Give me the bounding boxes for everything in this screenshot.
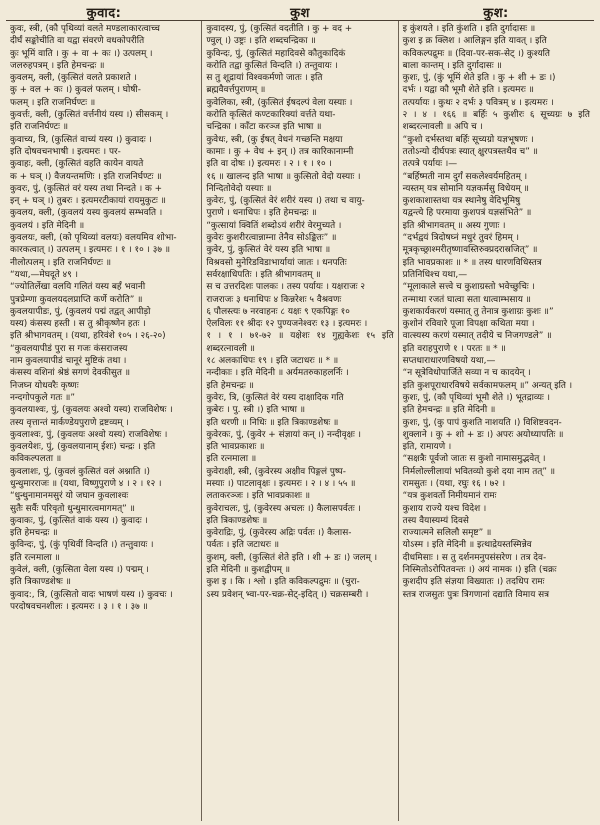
text-line: योऽस्म । इति मेदिनी ॥ इत्थाद्रेयस्तस्मिन्नेव	[402, 540, 532, 551]
text-line: न्यस्तम् यत्र सोमानि यज्ञकर्मसु विधेयम् ॥	[402, 183, 529, 194]
text-line: लताकरञ्जः । इति भावप्रकाशः ॥	[206, 491, 311, 502]
text-line: कुशोनं रविवारे पूजा विपक्षा कथिता मया ।	[402, 319, 535, 330]
text-line: करोति कृत्सितं कण्टकारिक्यां वर्त्तते यथा-	[206, 110, 336, 121]
text-line: कुशदीप इति संज्ञया विख्यातः ।) तदधिप रामः	[402, 577, 545, 588]
text-line: स तु शूद्रायां विश्वकर्मणो जातः । इति	[206, 73, 323, 84]
text-line: यद्वन्त्ये हि परमाया कुशपत्रं यज्ञसंभिते” ॥	[402, 208, 532, 219]
text-line: बाला कान्तम् । इति दुर्गादासः ॥	[402, 60, 502, 71]
column-left	[6, 21, 201, 821]
text-line: कुवेधः, स्त्री, (कु ईषत् वेधनं गच्छन्ति मक्षया	[206, 134, 343, 145]
text-line: “यथा,—मेघदूते ४९ ।	[10, 269, 78, 280]
text-line: कुवरः, पुं, (कुत्सितं वरं यस्य तथा निन्दते । क +	[10, 183, 163, 194]
text-line: कविकल्पद्रुमः ॥ (दिवा-पर-सक-सेट् ।) कुश्यति	[402, 48, 550, 59]
text-line: नीलोत्पलम् । इति राजनिर्घण्टः ॥	[10, 257, 112, 268]
text-line: कुवलयेशः, पुं, (कुवलयानाम् ईशः) चन्द्रः । इति	[10, 442, 156, 453]
text-line: इति हेमचन्द्रः ॥	[10, 528, 58, 539]
text-line: नाम कुवलयापीडं चानूरं मुष्टिकं तथा ।	[10, 356, 127, 367]
text-line: कुशः, पुं, (कौ पृथिव्यां भूमौ शेते ।) भूतद्राव्यः ।	[402, 392, 551, 403]
text-line: १ । १ । ७१-७२ ॥ यक्षेशः १४ गुह्यकेशः १५ इति शब्दरत्नावली ॥	[206, 331, 394, 354]
text-line: नन्दगोपकुले गतः ॥”	[10, 392, 75, 403]
text-line: ण्वुल् ।) उष्ट्रः । इति शब्दचन्द्रिका ॥	[206, 36, 316, 47]
text-line: कुवलयापीडः, पुं, (कुवलयं पद्मं तद्वत् आपीड़ो	[10, 306, 151, 317]
text-line: “यत्र कुशवर्तो निमीयमानं रामः	[402, 491, 497, 502]
text-line: राजराजः ३ धनाधिपः ४ किन्नरेशः ५ वैश्रवणः	[206, 294, 342, 305]
text-line: तन्माथा रजतं घात्वा सता धात्वाम्भसाय ॥	[402, 294, 531, 305]
text-line: “कुत्सायां क्वितिं शब्दोऽयं शरीरं वेरमुच्यते ।	[206, 220, 342, 231]
text-line: ६ पौलस्त्यः ७ नरवाहनः ८ यक्षः ९ एकपिङ्गः १०	[206, 306, 350, 317]
text-line: इति त्रिकाण्डशेषः ॥	[206, 515, 268, 526]
text-line: ऽस्य प्रवेशन् भ्वा-पर-चक्र-सेट्-इदित् ।) चक्रसम्बरी ।	[206, 589, 369, 600]
text-line: इति रत्नमाला ॥	[10, 552, 60, 563]
text-line: इ कुंशयते । इति कुंशति । इति दुर्गादासः ॥	[402, 24, 536, 34]
text-line: निजघ्न योधवरैः कृष्णः	[10, 380, 79, 391]
text-line: इति धरणी ॥ निधिः ॥ इति त्रिकाण्डशेषः ॥	[206, 417, 339, 428]
text-line: “कुवलयापीडं पुरा स गजः कंसराजस्य	[10, 343, 128, 354]
text-line: सर्वरक्षाधिपतिः । इति श्रीभागवतम् ॥	[206, 269, 321, 280]
text-line: कुवाकः, पुं, (कुत्सितं वाकं यस्य ।) कुवादः ।	[10, 515, 148, 526]
text-line: वात्स्यस्य करणं यस्मात् तदीये च निजगण्डले” ॥	[402, 331, 552, 342]
text-line: कुवलयाश्वः, पुं, (कुवलयः अश्वो यस्य) राजविशेषः ।	[10, 405, 173, 416]
text-line: कुश इ । कि । श्लो । इति कविकल्पद्रुमः ॥ (चुरा-	[206, 577, 360, 588]
text-line: निर्मलोल्लीलायां भवितव्यो कुशे दया नाम तत्” ॥	[402, 466, 556, 477]
text-line: कुश इ क्र क्लिश । आलिङ्गन इति यावत् । इति	[402, 36, 547, 47]
text-line: पर्वतः । इति जटाधरः ॥	[206, 540, 280, 551]
text-line: इति, रामायणे ।	[402, 442, 452, 453]
text-line: कुवेरः, त्रि, (कुत्सितं वेरं यस्य दाक्षादिक गति	[206, 392, 344, 403]
text-line: कुशकाशास्तथा यत्र स्थानेषु वेदिभूमिषु	[402, 196, 521, 207]
text-line: निस्मितोऽरोपितवन्तः ।) अयं नामक ।) इति (चक्रः	[402, 565, 557, 576]
text-line: कुवलम्, क्ली, (कुत्सितं वलते प्रकाशते ।	[10, 73, 137, 84]
text-line: कुविन्दः, पुं, (कुत्सितं महादिवसे कौतुकादिकं	[206, 48, 346, 59]
text-line: दीधमिसाः । स तु दर्शनमनुपसंसरेण । तत्र देव-	[402, 552, 547, 563]
text-line: इति श्रीभागवतम् ॥ अस्य गुणाः ।	[402, 220, 506, 231]
text-line: कुबेरः । पु. स्त्री ।) इति भाषा ॥	[206, 405, 306, 416]
text-line: मस्याः ।) पाटलावृक्षः । इत्यमरः । २ । ४ । ५५ ॥	[206, 478, 356, 489]
text-line: कुवलाश्वः, पुं, (कुवलयः अश्वो यस्य) राजविशेषः ।	[10, 429, 168, 440]
text-line: क + घञ् ।) वैजयन्तमणिः । इति राजनिर्घण्टः ॥	[10, 171, 162, 182]
text-line: सप्तधाराधारणविषयो यथा,—	[402, 356, 496, 367]
text-line: कुवेराचलः, पुं, (कुवेरस्य अचलः ।) कैलासपर्वतः ।	[206, 503, 361, 514]
text-line: कुशः, पुं, (कुं भूमिं शेते इति । कु + शी + डः ।)	[402, 73, 556, 84]
text-line: यस्य) कंसस्य हस्ती । स तु श्रीकृष्णेन हतः ।	[10, 319, 146, 330]
text-line: परदोषवचनशीलः । इत्यमरः । ३ । १ । ३७ ॥	[10, 601, 148, 612]
text-line: “सक्षत्रैः पूर्वजो जातः स कुशो नामासमुद्भवेत् ।	[402, 454, 546, 465]
text-line: १८ अलकाधिपः १९ । इति जटाधरः ॥ * ॥	[206, 356, 339, 367]
text-line: नन्दीकाः । इति मेदिनी ॥ अर्यमतरुकाहलर्निः ।	[206, 368, 349, 379]
text-line: कुवाच्य, त्रि, (कुत्सितं वाच्यं यस्य ।) कुवादः ।	[10, 134, 152, 145]
text-line: स्तत्र राजसुतः पुत्रः त्रिगणानां दद्याति विमाय सत्र	[402, 589, 550, 600]
text-line: कुशम्, क्ली, (कुत्सितं शेते इति । शी + डः ।) जलम् ।	[206, 552, 378, 563]
text-line: इति वराहपुराणे १ । परतः ॥ * ॥	[402, 343, 506, 354]
text-line: इति मेदिनी ॥ कुशद्वीपम् ॥	[206, 565, 291, 576]
text-line: कुशः, पुं, (कु पापं कुशति नाशयति ।) विशिष्टवदन-	[402, 417, 562, 428]
text-line: इति राजनिर्घण्टः ॥	[10, 122, 69, 133]
text-line: कुशाय राज्ये यश्च विदेश ।	[402, 503, 487, 514]
text-line: राज्यात्मने सलिलौ समृष्ट” ॥	[402, 528, 492, 539]
text-line: कुविन्दः, पुं, (कुं पृथिवीं विन्दति ।) तन्तुवायः ।	[10, 540, 154, 551]
text-line: स च उत्तरदिशः पालकः । तस्य पर्यायः । यक्षराजः २	[206, 282, 366, 293]
text-line: कुवेरः कुशरीरत्वान्नाम्ना तेनैव सोऽङ्कितः” ॥	[206, 233, 337, 244]
text-line: तस्य वृत्तान्तं मार्कण्डेयपुराणे द्रष्टव्यम् ।	[10, 417, 129, 428]
text-line: निन्दितोवेदो यस्याः ॥	[206, 183, 272, 194]
text-line: १६ ॥ खालन्द इति भाषा ॥ कुत्सितो वेदो यस्याः ।	[206, 171, 361, 182]
text-line: २ । ४ । १६६ ॥ बर्हिः ५ कुशीरः ६ सूच्यग्रः ७ इति शब्दरत्नावली ॥ अपि च ।	[402, 110, 590, 133]
text-line: तस्य वैयास्यम्यं दिवसे	[402, 515, 469, 526]
text-line: कामाः । कु + वेध + इन् ।) तत्र कारिकानाम्नी	[206, 146, 354, 157]
text-line: इति दोषवचनभाषी । इत्यमरः । पर-	[10, 146, 121, 157]
text-line: कुवः, स्त्री, (कौ पृथिव्यां वलते मण्डलाकारत्वाच्च	[10, 24, 160, 34]
text-line: मूत्रकृच्छ्राश्मरीतृष्णावस्तिरुक्प्रदरास्रजित्” ॥	[402, 245, 538, 256]
text-line: कुवलाशः, पुं, (कुवलं कुत्सितं वलं अश्नाति ।)	[10, 466, 150, 477]
text-line: कुवाद:, त्रि, (कुत्सितो वादः भाषणं यस्य ।) कुवचः ।	[10, 589, 173, 600]
text-line: “न सूत्रेविधोपार्जिते सव्या न च कादयेन् ।	[402, 368, 531, 379]
text-line: इति हेमचन्द्रः ॥ इति मेदिनी ॥	[402, 405, 496, 416]
text-line: “दर्भद्वयं त्रिदोषघ्नं मधुरं तुवरं हिमम् ।	[402, 233, 519, 244]
header-right: कुश:	[483, 5, 509, 21]
text-line: धुन्धुमारराजः ॥ (यथा, विष्णुपुराणे ४ । २ । १२ ।	[10, 478, 162, 489]
text-line: कुवेलिका, स्त्री, (कुत्सितं ईषदल्पं वेला यस्याः ।	[206, 97, 353, 108]
text-line: कुवलयः, क्ली, (को पृथिव्यां वलयः) वलयमिव शोभा-	[10, 233, 177, 244]
text-line: कुवलयं । इति मेदिनी ॥	[10, 220, 85, 231]
text-line: कुवेरः, पुं, (कुत्सितं वेरं शरीरं यस्य ।) तथा च वायु-	[206, 196, 365, 207]
text-line: कुशकार्यकरणं यस्मात् तु तेनात्र कुशाग्रः कुशः ॥”	[402, 306, 554, 317]
text-line: “धुन्धुनामानमसुरं यो जघान कुवलाश्वः	[10, 491, 129, 502]
text-line: कु + वल + कः ।) कुवलं फलम् । घोषी-	[10, 85, 141, 96]
text-line: दर्भः । यद्वा कौ भूमौ शेते इति । इत्यमरः ॥	[402, 85, 534, 96]
text-line: इति रत्नमाला ॥	[206, 454, 257, 465]
text-line: कुवेलं, क्ली, (कुत्सिता वेला यस्य ।) पद्मम् ।	[10, 565, 149, 576]
header-left: कुवाद:	[86, 5, 122, 21]
text-line: ऐलविलः ११ श्रीदः १२ पुण्यजनेश्वरः १३ । इत्यमरः ।	[206, 319, 368, 330]
text-line: पुराणे । धनाधिपः । इति हेमचन्द्रः ॥	[206, 208, 317, 219]
text-line: कुवेर, पुं, कुत्सितं वेरं यस्य इति भाषा ॥	[206, 245, 331, 256]
text-line: फलम् । इति राजनिर्घण्टः ॥	[10, 97, 96, 108]
text-line: “बर्हिष्मती नाम दुर्गं सकलेश्वर्यमहितम् ।	[402, 171, 528, 182]
text-line: “मूलाकाले सत्त्वे च कुशाग्रस्तो भवेच्छुचिः ।	[402, 282, 535, 293]
text-line: इति भावप्रकाशः ॥	[206, 442, 265, 453]
column-headers	[6, 3, 594, 21]
text-line: तत्पर्यायः । कुथः २ दर्भः ३ पवित्रम् ४ । इत्यमरः ।	[402, 97, 554, 108]
text-columns	[6, 21, 594, 821]
header-center: कुश	[290, 5, 310, 21]
text-line: इति त्रिकाण्डशेषः ॥	[10, 577, 71, 588]
text-line: इन् + घञ् ।) तुबरः । इत्यमरटीकायां रायमुकुटः ॥	[10, 196, 166, 207]
text-line: इति वा दोषः ।) इत्यमरः । २ । १ । १० ।	[206, 159, 332, 170]
text-line: इति कुशपूराधारविषये सर्वकामफलम् ॥” अन्यत् इति ।	[402, 380, 573, 391]
text-line: दीर्घं सङ्कोचीति वा यद्वा संवरणे वधकोपरीति	[10, 36, 145, 47]
text-line: कुवलय, क्ली, (कुवलयं यस्य कुवलयं सम्भवति ।	[10, 208, 163, 219]
text-line: इति हेमचन्द्रः ॥	[206, 380, 254, 391]
text-line: ततोऽन्यो दीर्घपत्रः स्यात् क्षुरपत्रस्तथैव च” ॥	[402, 146, 538, 157]
text-line: पुत्रप्रेम्णा कुवलयदलप्राप्ति कर्णे करोति” ॥	[10, 294, 143, 305]
text-line: करोति तद्वा कुत्सितं विन्दति ।) तन्तुवायः ।	[206, 60, 338, 71]
text-line: कारकत्वात् ।) उत्पलम् । इत्यमरः । १ । १० । ३७ ॥	[10, 245, 171, 256]
text-line: कुवादस्य, पुं, (कुत्सितं वदतीति । कु + वद +	[206, 24, 353, 34]
text-line: कुवर्त्तः, क्ली, (कुत्सितं वर्त्तनीयं यस्य ।) सीसकम् ।	[10, 110, 169, 121]
text-line: रामसुतः । (यथा, रघुः १६ । ७२ ।	[402, 478, 506, 489]
text-line: कुवेराद्रिः, पुं, (कुवेरस्य अद्रिः पर्वतः ।) कैलास-	[206, 528, 352, 539]
text-line: “कुशो दर्भस्तथा बर्हिः सूच्यग्रो यज्ञभूषणः ।	[402, 134, 534, 145]
text-line: चन्द्रिका । काँटा करञ्ज इति भाषा ॥	[206, 122, 322, 133]
text-line: इति भावप्रकाशः ॥ * ॥ तस्य धारणविधिस्तत्र	[402, 257, 542, 268]
text-line: सुतैः सर्वैः परिवृतो धुन्धुमारत्वमागमत्” ॥	[10, 503, 135, 514]
text-line: विश्रवसो मुनेरिडविडाभार्यायां जातः । धनपतिः	[206, 257, 347, 268]
text-line: कुवेराक्षी, स्त्री, (कुवेरस्य अक्षीव पिङ्गलं पुष्प-	[206, 466, 347, 477]
text-line: कंसस्य वशिनां श्रेष्ठं सगणं देवकीसुत ॥	[10, 368, 131, 379]
text-line: कुः भूमिं वाति । कु + वा + कः ।) उत्पलम् ।	[10, 48, 153, 59]
text-line: शुक्लाने । कु + शो + डः ।) अपरः अयोध्यापतिः ॥	[402, 429, 564, 440]
text-line: प्रतिनिधिश्च यथा,—	[402, 269, 468, 280]
text-line: कविकल्पलता ॥	[10, 454, 62, 465]
text-line: इति श्रीभागवतम् । (यथा, हरिवंशे १०५ । २६-२०)	[10, 331, 166, 342]
text-line: ब्रह्मवैवर्त्तपुराणम् ॥	[206, 85, 266, 96]
text-line: कुवाहः, क्ली, (कुत्सितं वहति कायेन वायते	[10, 159, 144, 170]
text-line: “ज्योतिर्लेखा वलयि गलितं यस्य बर्हं भवानी	[10, 282, 146, 293]
text-line: कुवेरकः, पुं, (कुवेर + संज्ञायां कन् ।) नन्दीवृक्षः ।	[206, 429, 361, 440]
text-line: तत्पत्रे पर्यायः ।—	[402, 159, 458, 170]
column-middle	[201, 21, 397, 821]
column-right	[398, 21, 594, 821]
text-line: जलरुहपत्रम् । इति हेमचन्द्रः ॥	[10, 60, 105, 71]
